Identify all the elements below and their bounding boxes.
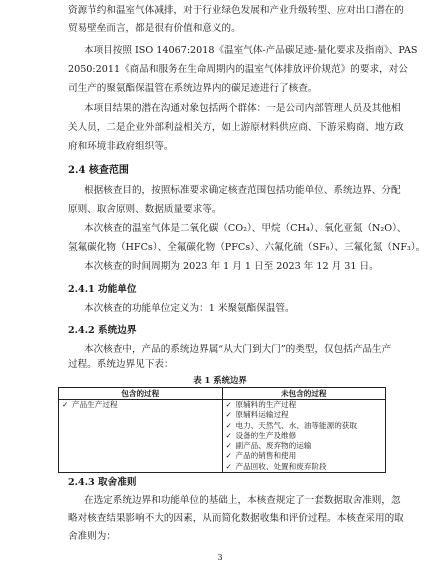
system-boundary-table: [58, 387, 386, 473]
standards-paragraph-line-3: 司生产的聚氨酯保温管在系统边界内的碳足迹进行了核查。: [68, 83, 318, 94]
excluded-item: ✓ 产品回收、处置和废弃阶段: [225, 461, 327, 471]
excluded-item: ✓ 产品的销售和使用: [225, 451, 297, 461]
section-2-4-2-heading: 2.4.2 系统边界: [68, 325, 137, 336]
standards-paragraph-line-1: 本项目按照 ISO 14067:2018《温室气体-产品碳足迹-量化要求及指南》、PAS: [84, 45, 418, 56]
functional-unit-paragraph: 本次核查的功能单位定义为：1 米聚氨酯保温管。: [84, 303, 295, 314]
included-header: 包含的过程: [59, 388, 223, 400]
scope-paragraph-line-2: 原则、取舍原则、数据质量要求等。: [68, 204, 222, 215]
standards-paragraph-line-2: 2050:2011《商品和服务在生命周期内的温室气体排放评价规范》的要求，对公: [68, 64, 408, 75]
excluded-item: ✓ 原辅料的生产过程: [225, 400, 297, 409]
cutoff-paragraph-line-2: 略对核查结果影响不大的因素，从而简化数据收集和评价过程。本核查采用的取: [68, 513, 404, 524]
check-icon: ✓: [225, 420, 232, 430]
ghg-paragraph-line-2: 氢氟碳化物（HFCs）、全氟碳化物（PFCs）、六氟化硫（SF₆）、三氟化氮（NF₃）。: [68, 242, 426, 253]
check-icon: ✓: [225, 400, 232, 409]
check-icon: ✓: [225, 441, 232, 451]
section-2-4-1-heading: 2.4.1 功能单位: [68, 284, 137, 295]
check-icon: ✓: [225, 410, 232, 420]
check-icon: ✓: [225, 430, 232, 440]
excluded-item: ✓ 电力、天然气、水、油等能源的获取: [225, 420, 357, 430]
check-icon: ✓: [225, 451, 232, 461]
check-icon: ✓: [62, 400, 69, 409]
intro-paragraph-line-2: 贸易壁垒而言，都是很有价值和意义的。: [68, 23, 241, 34]
intro-paragraph-line-1: 资源节约和温室气体减排，对于行业绿色发展和产业升级转型、应对出口潜在的: [68, 5, 404, 16]
boundary-paragraph-line-1: 本次核查中，产品的系统边界属“从大门到大门”的类型，仅包括产品生产: [84, 344, 392, 355]
included-item: ✓ 产品生产过程: [62, 400, 118, 409]
included-cell: [59, 400, 223, 473]
section-2-4-3-heading: 2.4.3 取舍准则: [68, 477, 137, 488]
period-paragraph: 本次核查的时间周期为 2023 年 1 月 1 日至 2023 年 12 月 31 日。: [84, 261, 379, 272]
cutoff-paragraph-line-1: 在选定系统边界和功能单位的基础上，本核查规定了一套数据取舍准则，忽: [84, 495, 401, 506]
boundary-paragraph-line-2: 过程。系统边界见下表：: [68, 359, 174, 370]
page-number: 3: [217, 553, 223, 562]
section-2-4-heading: 2.4 核查范围: [68, 165, 129, 176]
check-icon: ✓: [225, 461, 232, 471]
excluded-header: 未包含的过程: [222, 388, 386, 400]
scope-paragraph-line-1: 根据核查目的，按照标准要求确定核查范围包括功能单位、系统边界、分配: [84, 185, 401, 196]
excluded-item: ✓ 设备的生产及维修: [225, 430, 297, 440]
ghg-paragraph-line-1: 本次核查的温室气体是二氧化碳（CO₂）、甲烷（CH₄）、氧化亚氮（N₂O）、: [84, 223, 407, 234]
audience-paragraph-line-2: 关人员，二是企业外部利益相关方，如上游原材料供应商、下游采购商、地方政: [68, 122, 404, 133]
cutoff-paragraph-line-3: 舍准则为：: [68, 531, 116, 542]
table-caption: 表 1 系统边界: [193, 375, 247, 385]
audience-paragraph-line-3: 府和环境非政府组织等。: [68, 141, 174, 152]
excluded-item: ✓ 原辅料运输过程: [225, 410, 289, 420]
excluded-cell: [222, 400, 386, 473]
audience-paragraph-line-1: 本项目结果的潜在沟通对象包括两个群体：一是公司内部管理人员及其他相: [84, 103, 401, 114]
excluded-item: ✓ 副产品、废弃物的运输: [225, 441, 312, 451]
